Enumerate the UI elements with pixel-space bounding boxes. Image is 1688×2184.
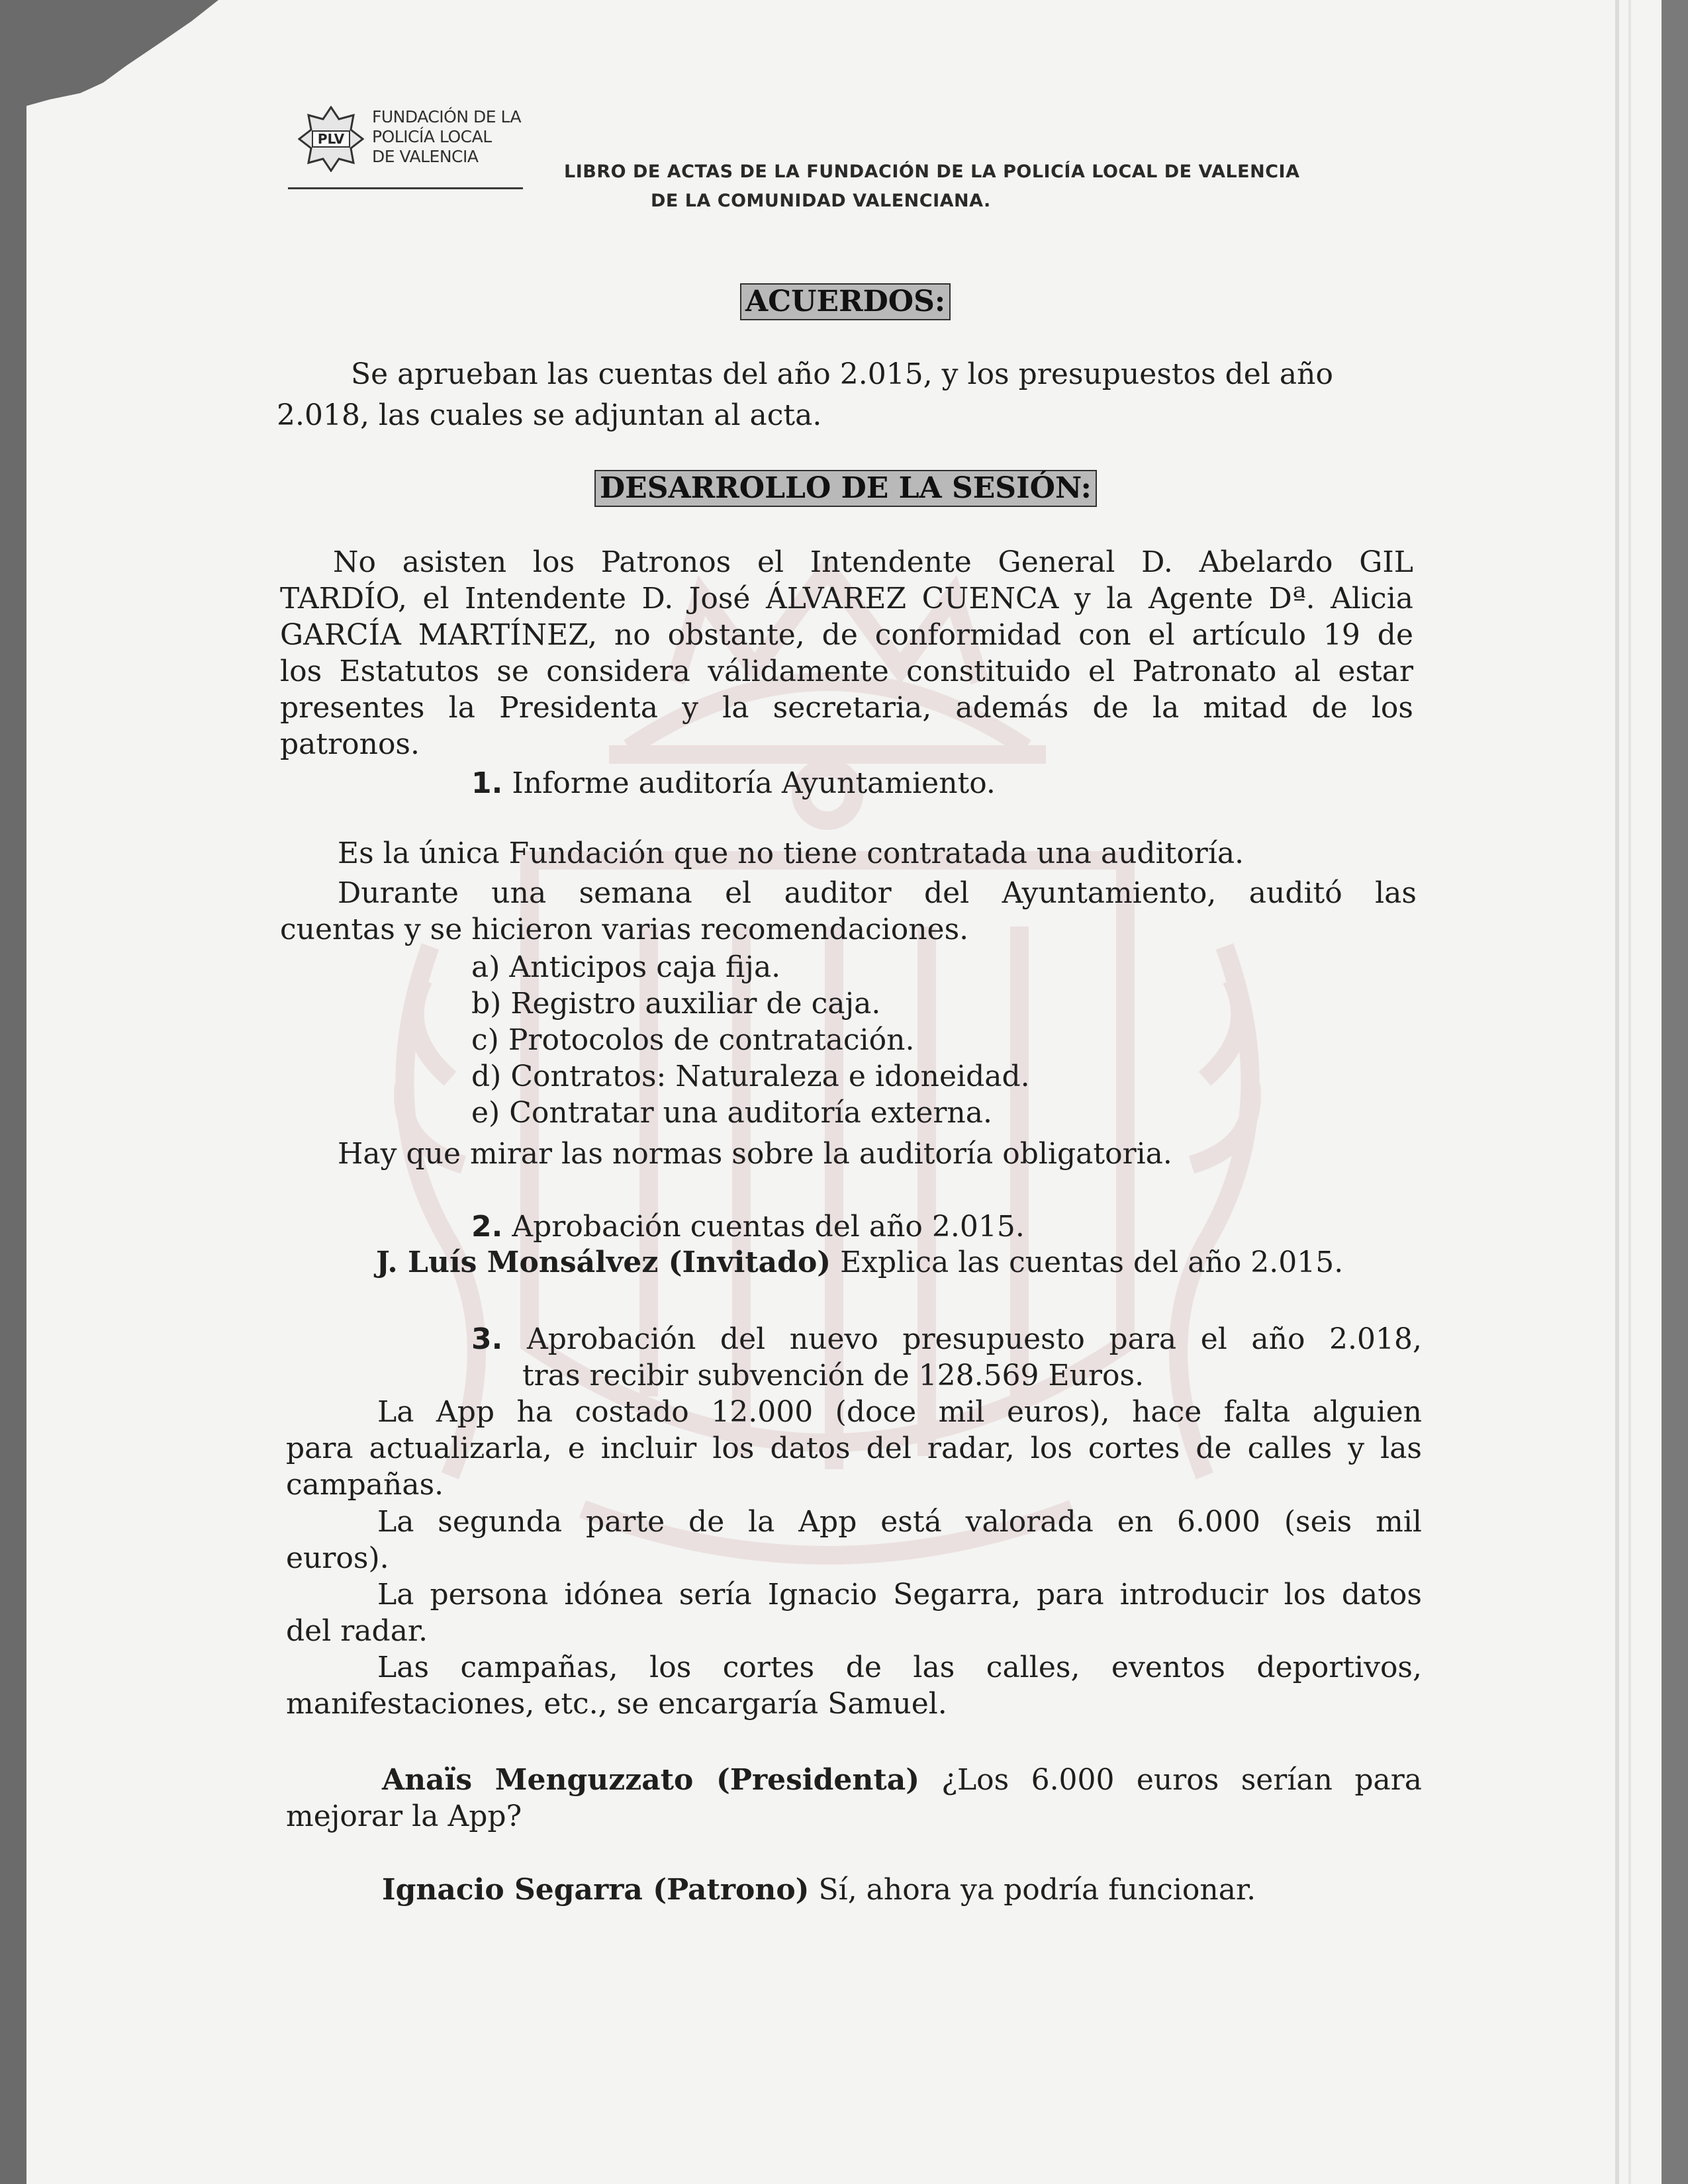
- logo-badge-text: PLV: [317, 131, 345, 147]
- paragraph-line: presentes la Presidenta y la secretaria, además de la mitad de los: [280, 691, 1413, 725]
- speaker-text: Sí, ahora ya podría funcionar.: [809, 1873, 1256, 1907]
- agenda-item-number: 1.: [471, 766, 503, 800]
- list-item: [471, 1058, 1030, 1095]
- list-item: [471, 949, 780, 986]
- list-item-letter: b): [471, 987, 502, 1021]
- paragraph-line: No asisten los Patronos el Intendente General D. Abelardo GIL: [333, 545, 1413, 579]
- list-item-letter: d): [471, 1060, 502, 1093]
- paragraph-line: Hay que mirar las normas sobre la auditoría obligatoria.: [338, 1137, 1172, 1171]
- logo-line: FUNDACIÓN DE LA: [372, 107, 522, 126]
- agenda-item-1: [471, 765, 996, 802]
- speaker-text: Explica las cuentas del año 2.015.: [831, 1246, 1344, 1279]
- header-rule: [288, 187, 523, 189]
- speaker-line: [382, 1872, 1256, 1909]
- scan-background-right: [1662, 0, 1688, 2184]
- logo-line: DE VALENCIA: [372, 147, 479, 166]
- paragraph-line: Durante una semana el auditor del Ayuntamiento, auditó las: [338, 876, 1417, 910]
- list-item-text: Contratar una auditoría externa.: [509, 1096, 992, 1130]
- list-item-text: Registro auxiliar de caja.: [510, 987, 881, 1021]
- list-item-text: Anticipos caja fija.: [509, 950, 781, 984]
- agenda-item-number: 2.: [471, 1210, 503, 1244]
- acuerdos-text-line: Se aprueban las cuentas del año 2.015, y los presupuestos del año: [351, 357, 1333, 391]
- acuerdos-text-line: 2.018, las cuales se adjuntan al acta.: [277, 398, 822, 432]
- logo-text: [372, 107, 524, 167]
- speaker-name: Anaïs Menguzzato (Presidenta): [382, 1763, 920, 1797]
- paragraph-line: La persona idónea sería Ignacio Segarra, para introducir los datos: [377, 1578, 1422, 1612]
- list-item-letter: e): [471, 1096, 500, 1130]
- scan-background-left: [0, 0, 26, 2184]
- speaker-text: ¿Los 6.000 euros serían para: [919, 1763, 1422, 1797]
- speaker-name: J. Luís Monsálvez (Invitado): [376, 1246, 831, 1279]
- logo-line: POLICÍA LOCAL: [372, 127, 492, 146]
- paragraph-line: manifestaciones, etc., se encargaría Samuel.: [286, 1687, 947, 1721]
- paragraph-line: euros).: [286, 1541, 389, 1575]
- paragraph-line: La App ha costado 12.000 (doce mil euros), hace falta alguien: [377, 1395, 1422, 1429]
- list-item: [471, 1022, 914, 1059]
- foundation-logo: [298, 106, 523, 185]
- agenda-item-number: 3.: [471, 1322, 503, 1356]
- desarrollo-heading: DESARROLLO DE LA SESIÓN:: [594, 470, 1097, 507]
- agenda-item-2: [471, 1208, 1025, 1246]
- paragraph-line: patronos.: [280, 727, 420, 761]
- list-item-text: Protocolos de contratación.: [508, 1023, 915, 1057]
- paragraph-line: para actualizarla, e incluir los datos del radar, los cortes de calles y las: [286, 1432, 1422, 1465]
- paragraph-line: GARCÍA MARTÍNEZ, no obstante, de conformidad con el artículo 19 de: [280, 618, 1413, 652]
- page-edge-line: [1615, 0, 1619, 2184]
- list-item: [471, 1095, 992, 1132]
- paragraph-line: TARDÍO, el Intendente D. José ÁLVAREZ CUENCA y la Agente Dª. Alicia: [280, 582, 1413, 615]
- agenda-item-text: Aprobación cuentas del año 2.015.: [512, 1210, 1025, 1244]
- paragraph-line: campañas.: [286, 1468, 444, 1502]
- list-item: [471, 985, 880, 1023]
- page-edge-line: [1628, 0, 1631, 2184]
- paragraph-line: Las campañas, los cortes de las calles, eventos deportivos,: [377, 1651, 1422, 1684]
- list-item-text: Contratos: Naturaleza e idoneidad.: [510, 1060, 1030, 1093]
- book-title-line1: LIBRO DE ACTAS DE LA FUNDACIÓN DE LA POLICÍA LOCAL DE VALENCIA: [564, 161, 1300, 182]
- list-item-letter: a): [471, 950, 500, 984]
- acuerdos-heading: ACUERDOS:: [740, 283, 951, 320]
- paragraph-line: Es la única Fundación que no tiene contratada una auditoría.: [338, 837, 1244, 870]
- agenda-item-text: Aprobación del nuevo presupuesto para el año 2.018,: [526, 1322, 1422, 1356]
- list-item-letter: c): [471, 1023, 499, 1057]
- paragraph-line: los Estatutos se considera válidamente constituido el Patronato al estar: [280, 655, 1413, 688]
- paragraph-line: del radar.: [286, 1614, 428, 1648]
- paragraph-line: La segunda parte de la App está valorada en 6.000 (seis mil: [377, 1505, 1422, 1539]
- speaker-line: [376, 1244, 1343, 1281]
- speaker-name: Ignacio Segarra (Patrono): [382, 1873, 810, 1907]
- agenda-item-3: [471, 1321, 1422, 1358]
- police-star-badge-icon: [298, 106, 364, 172]
- paragraph-line: mejorar la App?: [286, 1799, 522, 1833]
- agenda-item-text: Informe auditoría Ayuntamiento.: [512, 766, 996, 800]
- book-title-line2: DE LA COMUNIDAD VALENCIANA.: [651, 191, 991, 211]
- agenda-item-text-line2: tras recibir subvención de 128.569 Euros.: [522, 1359, 1145, 1392]
- speaker-line: [382, 1762, 1422, 1799]
- paragraph-line: cuentas y se hicieron varias recomendaciones.: [280, 913, 969, 946]
